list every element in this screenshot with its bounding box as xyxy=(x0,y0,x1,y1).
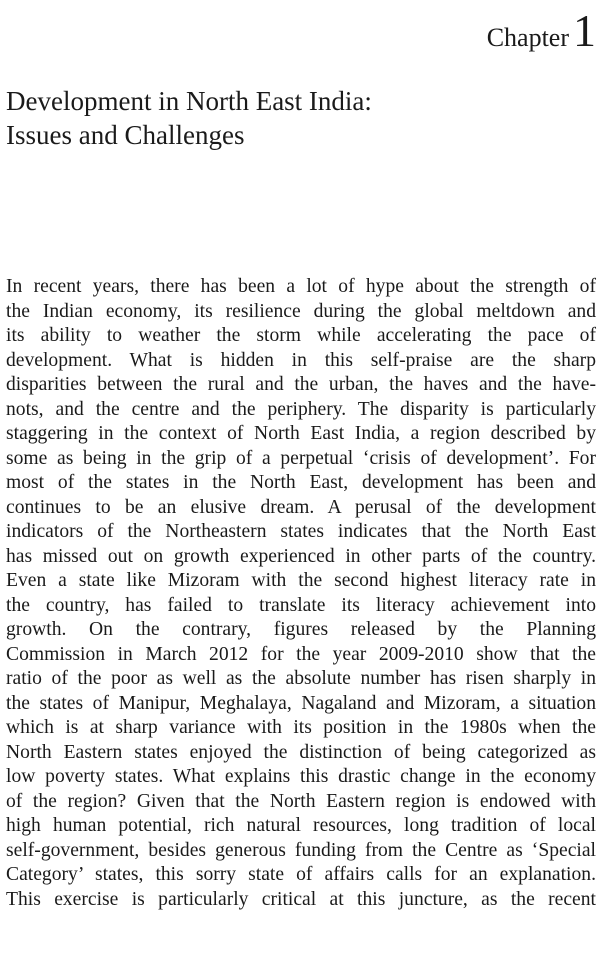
body-line: Commission in March 2012 for the year 2009-2010 show that the xyxy=(6,643,596,665)
body-line: Category’ states, this sorry state of affairs calls for an explanation. xyxy=(6,864,596,885)
body-line: most of the states in the North East, development has been and xyxy=(6,472,596,493)
body-line: some as being in the grip of a perpetual ‘crisis of development’. For xyxy=(6,447,596,469)
chapter-title-line: Development in North East India: xyxy=(6,86,372,116)
body-line: which is at sharp variance with its position in the 1980s when the xyxy=(6,717,596,738)
body-line: high human potential, rich natural resources, long tradition of local xyxy=(6,815,596,836)
body-line: staggering in the context of North East India, a region described by xyxy=(6,423,596,444)
body-line: the Indian economy, its resilience during the global meltdown and xyxy=(6,300,596,322)
body-line: the states of Manipur, Meghalaya, Nagaland and Mizoram, a situation xyxy=(6,692,596,714)
body-line: This exercise is particularly critical at this juncture, as the recent xyxy=(6,888,596,910)
body-line: indicators of the Northeastern states indicates that the North East xyxy=(6,521,596,542)
chapter-word: Chapter xyxy=(486,23,569,52)
body-line: Even a state like Mizoram with the second highest literacy rate in xyxy=(6,570,596,591)
chapter-number: 1 xyxy=(573,5,596,56)
body-paragraph xyxy=(6,275,596,912)
body-line: the country, has failed to translate its literacy achievement into xyxy=(6,594,596,616)
body-line: of the region? Given that the North Eastern region is endowed with xyxy=(6,790,596,812)
chapter-title xyxy=(6,84,586,152)
body-line: has missed out on growth experienced in other parts of the country. xyxy=(6,545,596,567)
body-line: self-government, besides generous funding from the Centre as ‘Special xyxy=(6,839,596,861)
body-line: continues to be an elusive dream. A perusal of the development xyxy=(6,496,596,518)
body-line: its ability to weather the storm while accelerating the pace of xyxy=(6,325,596,346)
body-line: low poverty states. What explains this drastic change in the economy xyxy=(6,766,596,787)
body-line: North Eastern states enjoyed the distinction of being categorized as xyxy=(6,741,596,763)
chapter-label xyxy=(486,5,596,56)
body-line: ratio of the poor as well as the absolute number has risen sharply in xyxy=(6,668,596,689)
body-line: development. What is hidden in this self-praise are the sharp xyxy=(6,349,596,371)
body-line: disparities between the rural and the urban, the haves and the have- xyxy=(6,374,596,395)
body-line: In recent years, there has been a lot of hype about the strength of xyxy=(6,276,596,297)
chapter-title-line: Issues and Challenges xyxy=(6,120,245,150)
body-line: growth. On the contrary, figures released by the Planning xyxy=(6,619,596,640)
body-line: nots, and the centre and the periphery. The disparity is particularly xyxy=(6,398,596,420)
